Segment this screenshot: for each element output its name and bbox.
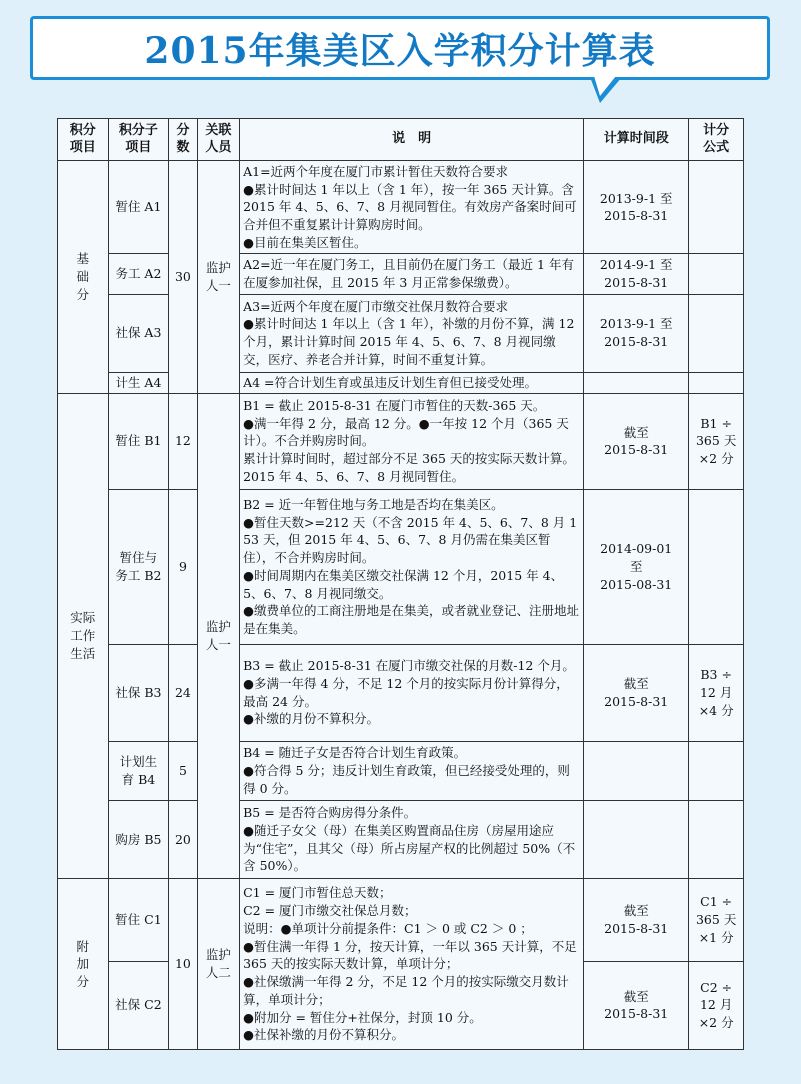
header-formula: 计分 公式 (689, 119, 744, 161)
group-a-name: 基 础 分 (58, 161, 109, 394)
formula-a4 (689, 372, 744, 393)
table-row (58, 644, 744, 741)
sub-item-a3: 社保 A3 (108, 294, 169, 372)
formula-b3: B3 ÷ 12 月 ×4 分 (689, 644, 744, 741)
sub-item-c2: 社保 C2 (108, 961, 169, 1049)
header-item: 积分 项目 (58, 119, 109, 161)
group-b-related: 监护 人一 (197, 393, 239, 879)
table-row (58, 161, 744, 254)
formula-b1: B1 ÷ 365 天 ×2 分 (689, 393, 744, 489)
table-row (58, 372, 744, 393)
period-a1: 2013-9-1 至 2015-8-31 (584, 161, 689, 254)
group-b-name: 实际 工作 生活 (58, 393, 109, 879)
table-row (58, 489, 744, 644)
group-a-related: 监护 人一 (197, 161, 239, 394)
period-a4 (584, 372, 689, 393)
table-row (58, 801, 744, 879)
score-b4: 5 (169, 741, 197, 800)
desc-b4: B4 = 随迁子女是否符合计划生育政策。 ●符合得 5 分；违反计划生育政策，但已经接受处理的，则得 0 分。 (240, 741, 584, 800)
desc-c: C1 = 厦门市暂住总天数； C2 = 厦门市缴交社保总月数； 说明：●单项计分前提条件：C1 ＞ 0 或 C2 ＞ 0 ； ●暂住满一年得 1 分，按天计算，一年以 365 天计算，不足 365 天的按实际天数计算，单项计分； ●社保缴满一年得 2 分，不足 12 个月的按实际缴交月数计算，单项计分； ●附加分 = 暂住分+社保分，封顶 10 分。 ●社保补缴的月份不算积分。 (240, 879, 584, 1050)
formula-b4 (689, 741, 744, 800)
sub-item-c1: 暂住 C1 (108, 879, 169, 961)
desc-a4: A4 =符合计划生育或虽违反计划生育但已接受处理。 (240, 372, 584, 393)
score-b3: 24 (169, 644, 197, 741)
title-banner (30, 16, 770, 80)
header-row (58, 119, 744, 161)
table-row (58, 741, 744, 800)
table-row (58, 879, 744, 961)
period-a3: 2013-9-1 至 2015-8-31 (584, 294, 689, 372)
table-row (58, 294, 744, 372)
period-a2: 2014-9-1 至 2015-8-31 (584, 254, 689, 294)
header-sub-item: 积分子 项目 (108, 119, 169, 161)
period-c2: 截至 2015-8-31 (584, 961, 689, 1049)
sub-item-b4: 计划生 育 B4 (108, 741, 169, 800)
desc-b5: B5 = 是否符合购房得分条件。 ●随迁子女父（母）在集美区购置商品住房（房屋用途应为“住宅”，且其父（母）所占房屋产权的比例超过 50%（不含 50%）。 (240, 801, 584, 879)
sub-item-a1: 暂住 A1 (108, 161, 169, 254)
group-c-score: 10 (169, 879, 197, 1050)
group-c-name: 附 加 分 (58, 879, 109, 1050)
formula-a1 (689, 161, 744, 254)
formula-c2: C2 ÷ 12 月 ×2 分 (689, 961, 744, 1049)
desc-a1: A1=近两个年度在厦门市累计暂住天数符合要求 ●累计时间达 1 年以上（含 1 年），按一年 365 天计算。含 2015 年 4、5、6、7、8 月视同暂住。有效房产备案时间可合并但不重复累计计算购房时间。 ●目前在集美区暂住。 (240, 161, 584, 254)
formula-a2 (689, 254, 744, 294)
formula-b5 (689, 801, 744, 879)
period-b2: 2014-09-01 至 2015-08-31 (584, 489, 689, 644)
header-period: 计算时间段 (584, 119, 689, 161)
score-table (57, 118, 744, 1050)
period-c1: 截至 2015-8-31 (584, 879, 689, 961)
sub-item-b2: 暂住与 务工 B2 (108, 489, 169, 644)
formula-b2 (689, 489, 744, 644)
score-b2: 9 (169, 489, 197, 644)
desc-b2: B2 = 近一年暂住地与务工地是否均在集美区。 ●暂住天数>=212 天（不含 2015 年 4、5、6、7、8 月 153 天，但 2015 年 4、5、6、7、8 月仍需在集美区暂住），不合并购房时间。 ●时间周期内在集美区缴交社保满 12 个月，2015 年 4、5、6、7、8 月视同缴交。 ●缴费单位的工商注册地是在集美，或者就业登记、注册地址是在集美。 (240, 489, 584, 644)
table-row (58, 393, 744, 489)
header-score: 分 数 (169, 119, 197, 161)
header-desc: 说 明 (240, 119, 584, 161)
period-b1: 截至 2015-8-31 (584, 393, 689, 489)
desc-a2: A2=近一年在厦门务工，且目前仍在厦门务工（最近 1 年有在厦参加社保，且 2015 年 3 月正常参保缴费）。 (240, 254, 584, 294)
group-c-related: 监护 人二 (197, 879, 239, 1050)
period-b4 (584, 741, 689, 800)
period-b5 (584, 801, 689, 879)
period-b3: 截至 2015-8-31 (584, 644, 689, 741)
sub-item-b1: 暂住 B1 (108, 393, 169, 489)
header-related: 关联 人员 (197, 119, 239, 161)
title-banner-tail-inner (594, 76, 616, 96)
sub-item-b5: 购房 B5 (108, 801, 169, 879)
sub-item-a2: 务工 A2 (108, 254, 169, 294)
sub-item-a4: 计生 A4 (108, 372, 169, 393)
desc-b1: B1 = 截止 2015-8-31 在厦门市暂住的天数-365 天。 ●满一年得 2 分，最高 12 分。●一年按 12 个月（365 天计）。不合并购房时间。 累计计算时间时，超过部分不足 365 天的按实际天数计算。2015 年 4、5、6、7、8 月视同暂住。 (240, 393, 584, 489)
group-a-score: 30 (169, 161, 197, 394)
page-title: 2015年集美区入学积分计算表 (144, 29, 656, 72)
score-b1: 12 (169, 393, 197, 489)
formula-c1: C1 ÷ 365 天 ×1 分 (689, 879, 744, 961)
score-b5: 20 (169, 801, 197, 879)
sub-item-b3: 社保 B3 (108, 644, 169, 741)
desc-b3: B3 = 截止 2015-8-31 在厦门市缴交社保的月数-12 个月。 ●多满一年得 4 分，不足 12 个月的按实际月份计算得分，最高 24 分。 ●补缴的月份不算积分。 (240, 644, 584, 741)
formula-a3 (689, 294, 744, 372)
table-row (58, 254, 744, 294)
desc-a3: A3=近两个年度在厦门市缴交社保月数符合要求 ●累计时间达 1 年以上（含 1 年），补缴的月份不算，满 12 个月，累计计算时间 2015 年 4、5、6、7、8 月视同缴交，医疗、养老合并计算，时间不重复计算。 (240, 294, 584, 372)
